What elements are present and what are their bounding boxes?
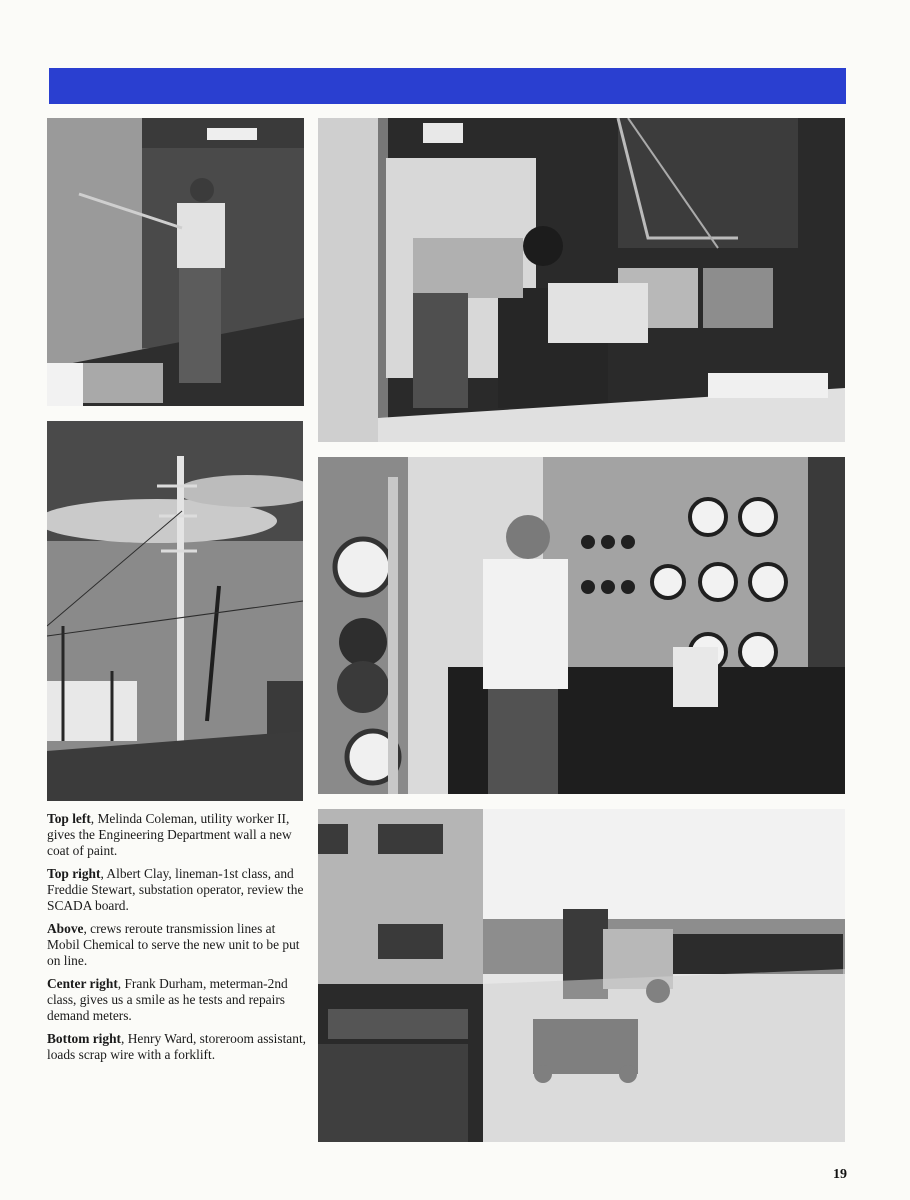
- photo-captions: [47, 811, 309, 1070]
- header-banner: [49, 68, 846, 104]
- photo-meter-testing: [318, 457, 845, 794]
- caption-lead: Top right: [47, 866, 101, 881]
- caption-text: , Frank Durham, meterman-2nd class, gives us a smile as he tests and repairs demand meters.: [47, 976, 288, 1023]
- photo-transmission-lines: [47, 421, 303, 801]
- caption-text: , Melinda Coleman, utility worker II, gives the Engineering Department wall a new coat of paint.: [47, 811, 292, 858]
- caption-text: , Henry Ward, storeroom assistant, loads scrap wire with a forklift.: [47, 1031, 307, 1062]
- caption-text: , Albert Clay, lineman-1st class, and Freddie Stewart, substation operator, review the SCADA board.: [47, 866, 304, 913]
- photo-forklift-scrap-wire: [318, 809, 845, 1142]
- caption-text: , crews reroute transmission lines at Mobil Chemical to serve the new unit to be put on line.: [47, 921, 300, 968]
- caption-above: [47, 921, 309, 969]
- caption-top-left: [47, 811, 309, 859]
- caption-lead: Above: [47, 921, 84, 936]
- caption-bottom-right: [47, 1031, 309, 1063]
- photo-scada-board: [318, 118, 845, 442]
- caption-top-right: [47, 866, 309, 914]
- caption-lead: Bottom right: [47, 1031, 122, 1046]
- caption-lead: Top left: [47, 811, 91, 826]
- caption-center-right: [47, 976, 309, 1024]
- photo-painting-wall: [47, 118, 304, 406]
- caption-lead: Center right: [47, 976, 118, 991]
- page-number: 19: [833, 1167, 847, 1182]
